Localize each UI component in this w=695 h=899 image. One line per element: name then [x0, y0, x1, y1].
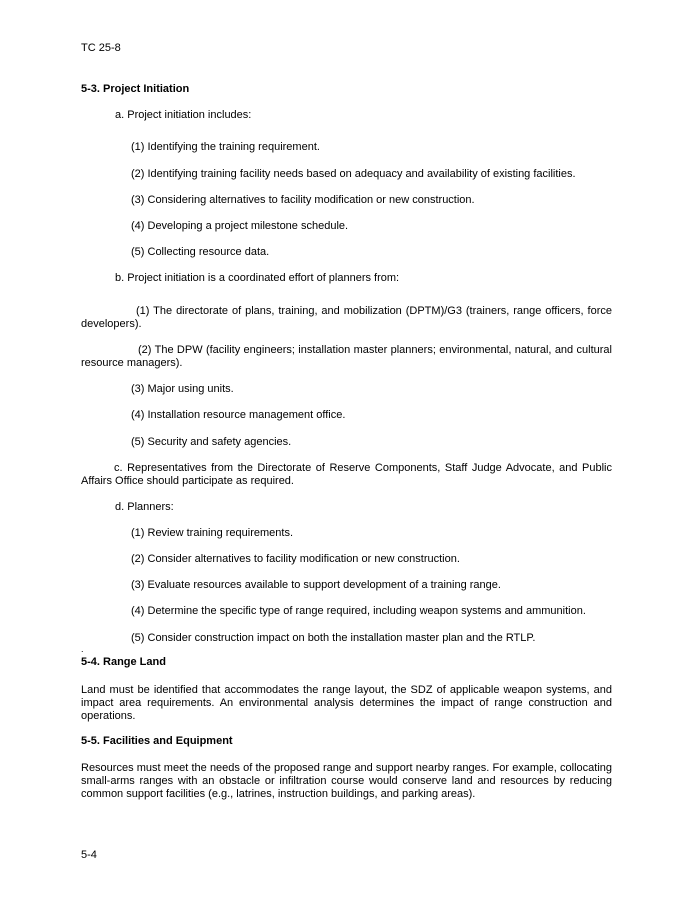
section-heading-5-5: 5-5. Facilities and Equipment: [81, 735, 233, 747]
section-heading-5-4: 5-4. Range Land: [81, 656, 166, 668]
document-header-id: TC 25-8: [81, 42, 121, 54]
para-5-3-a: a. Project initiation includes:: [115, 109, 252, 121]
list-item: (4) Developing a project milestone schedule.: [131, 220, 349, 232]
list-item: (4) Installation resource management office.: [131, 409, 346, 421]
list-item: (5) Security and safety agencies.: [131, 436, 292, 448]
stray-mark: .: [81, 644, 84, 654]
list-item: (4) Determine the specific type of range required, including weapon systems and ammunition.: [131, 605, 586, 617]
para-5-3-b: b. Project initiation is a coordinated effort of planners from:: [115, 272, 400, 284]
list-item: (1) Identifying the training requirement.: [131, 141, 320, 153]
page-number: 5-4: [81, 849, 97, 861]
para-5-3-d: d. Planners:: [115, 501, 174, 513]
section-heading-5-3: 5-3. Project Initiation: [81, 83, 190, 95]
para-5-3-b1: (1) The directorate of plans, training, and mobilization (DPTM)/G3 (trainers, range officers, force developers).: [81, 305, 612, 330]
para-5-3-b2: (2) The DPW (facility engineers; installation master planners; environmental, natural, and cultural resource managers).: [81, 344, 612, 369]
list-item: (2) Consider alternatives to facility modification or new construction.: [131, 553, 460, 565]
list-item: (5) Collecting resource data.: [131, 246, 270, 258]
list-item: (5) Consider construction impact on both the installation master plan and the RTLP.: [131, 632, 536, 644]
para-5-3-c: c. Representatives from the Directorate of Reserve Components, Staff Judge Advocate, and Public Affairs Office should participate as required.: [81, 462, 612, 487]
list-item: (3) Evaluate resources available to support development of a training range.: [131, 579, 501, 591]
list-item: (3) Considering alternatives to facility modification or new construction.: [131, 194, 475, 206]
para-5-5-body: Resources must meet the needs of the proposed range and support nearby ranges. For example, collocating small-arms ranges with an obstacle or infiltration course would conserve land and resources by reducing common support facilities (e.g., latrines, instruction buildings, and parking areas).: [81, 762, 612, 800]
para-5-4-body: Land must be identified that accommodates the range layout, the SDZ of applicable weapon systems, and impact area requirements. An environmental analysis determines the impact of range construction and operations.: [81, 684, 612, 722]
list-item: (3) Major using units.: [131, 383, 234, 395]
list-item: (1) Review training requirements.: [131, 527, 294, 539]
list-item: (2) Identifying training facility needs based on adequacy and availability of existing facilities.: [131, 168, 576, 180]
